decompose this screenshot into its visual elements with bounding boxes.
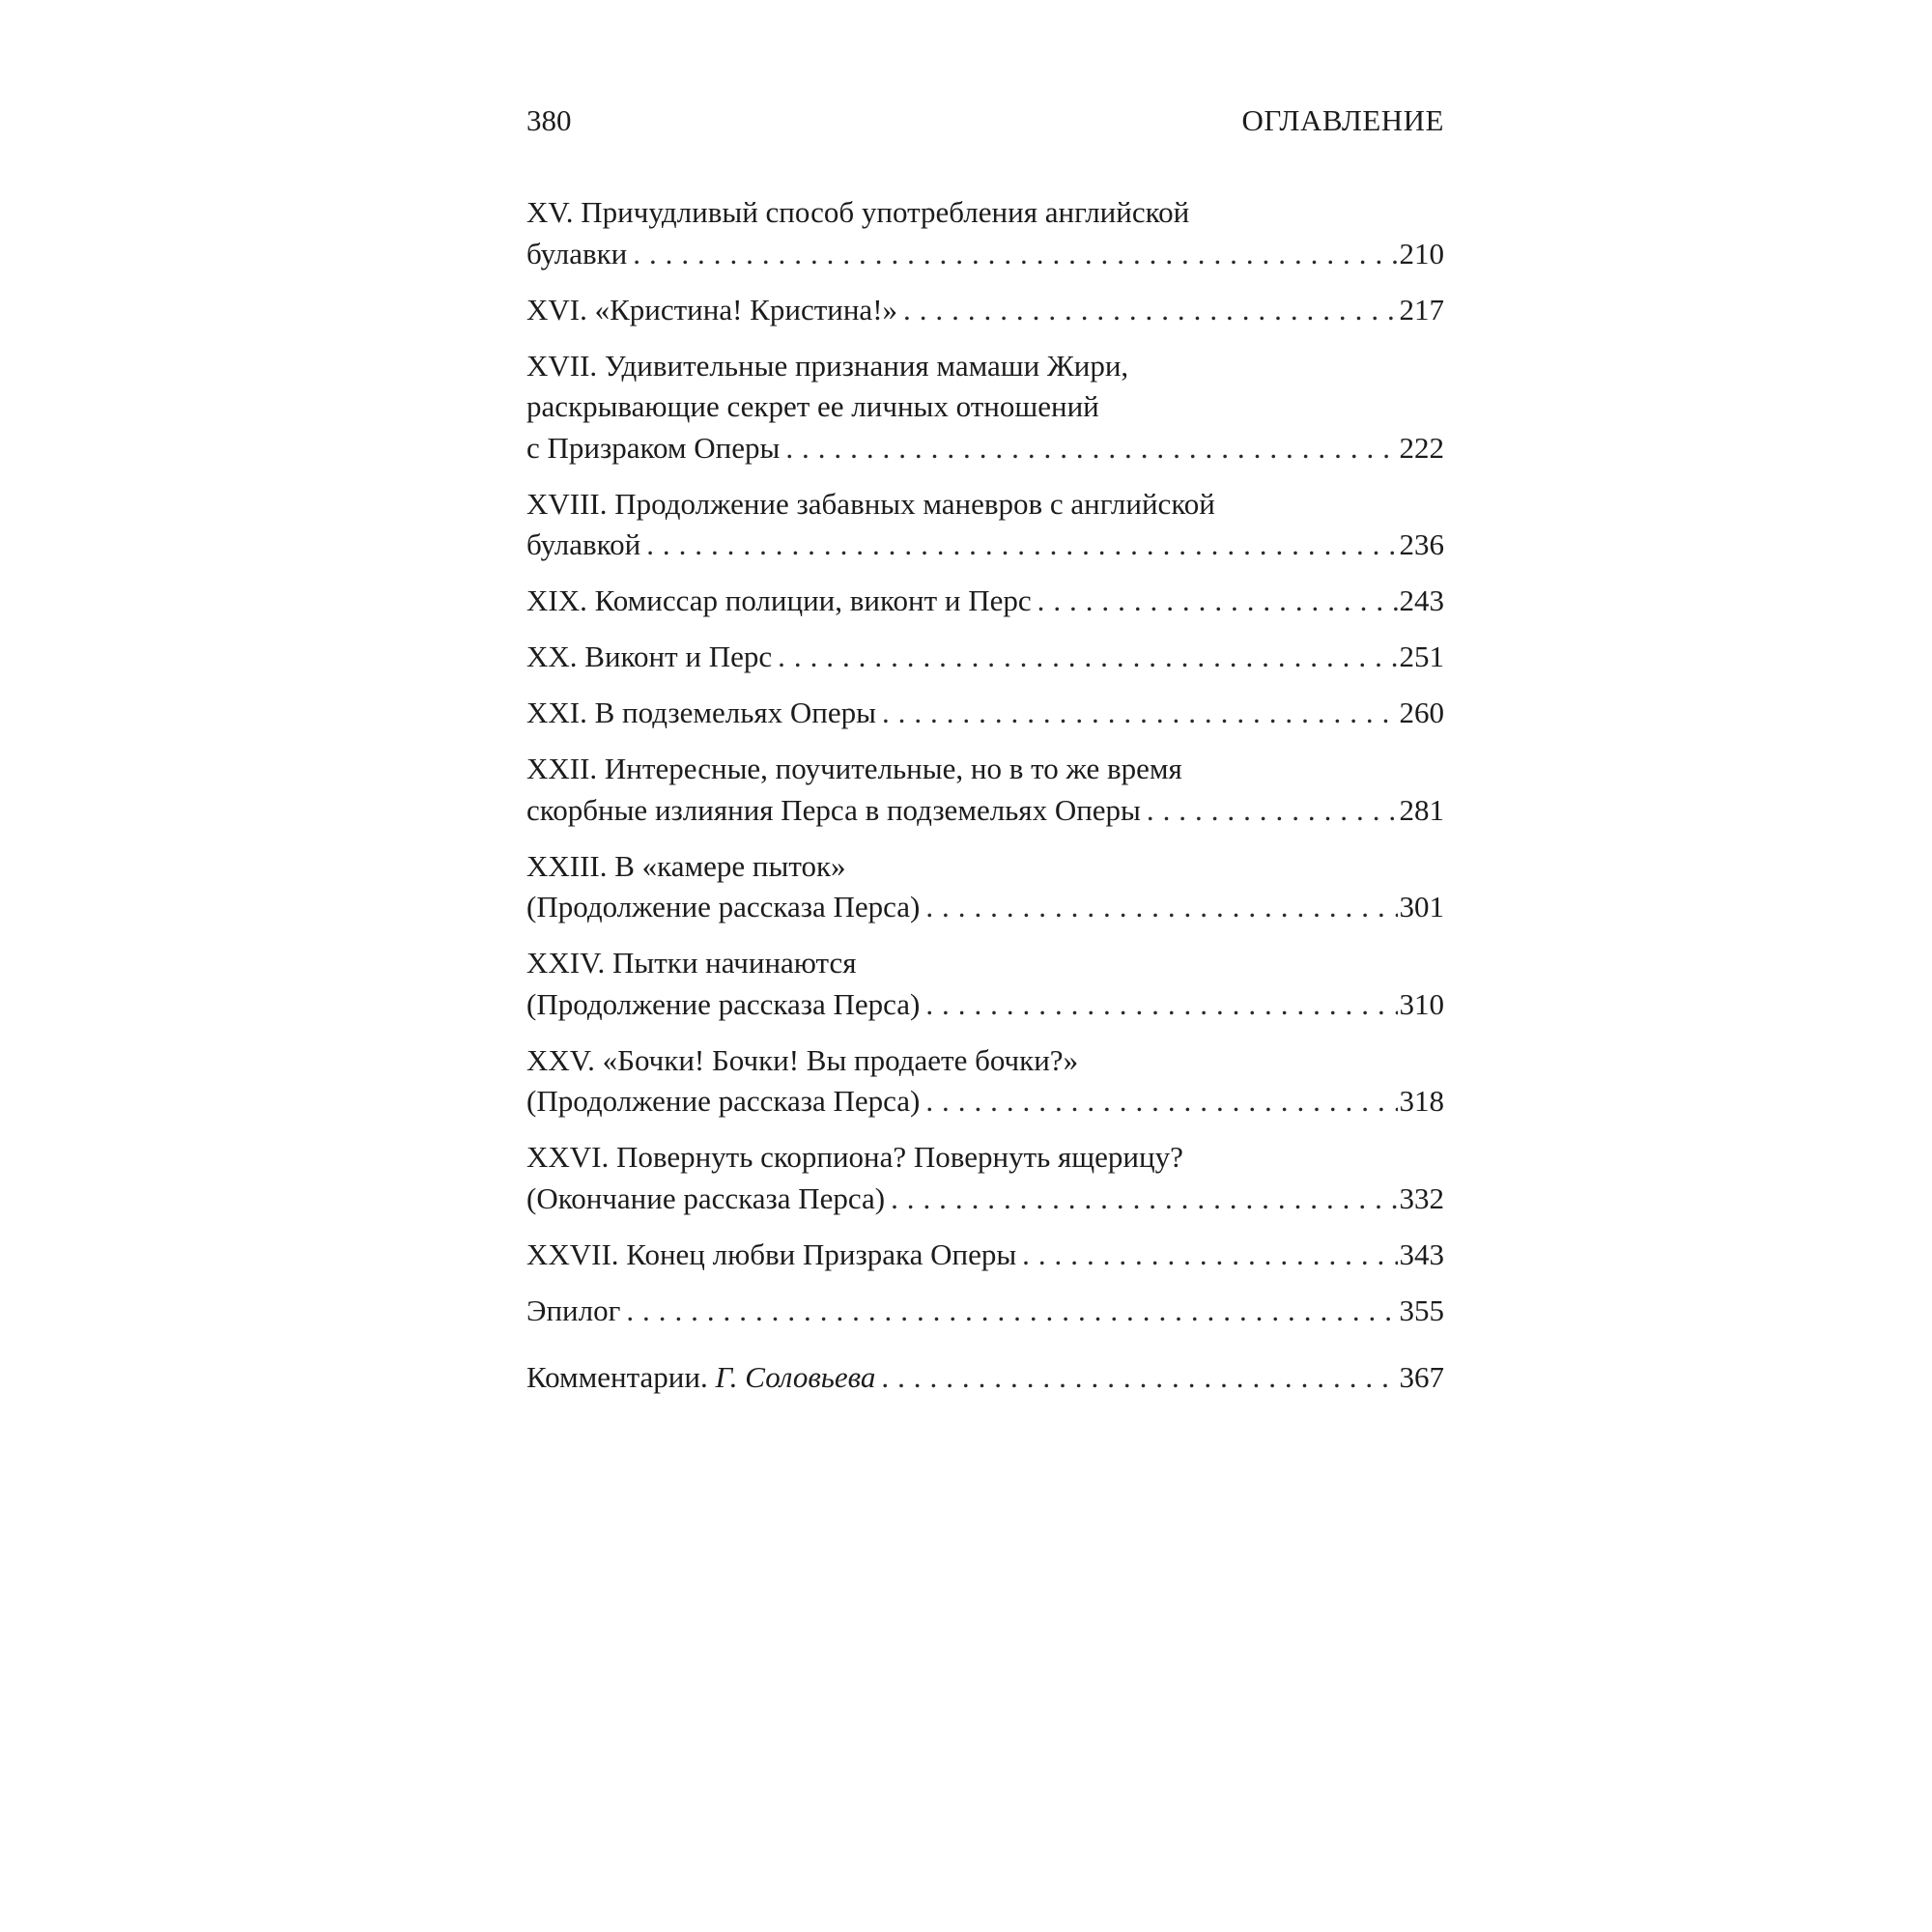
toc-entry (526, 192, 1444, 274)
commentary-label: Комментарии. (526, 1360, 708, 1394)
toc-entry (526, 637, 1444, 678)
toc-entry-line: XV. Причудливый способ употребления английской (526, 195, 1190, 229)
toc-page-number: 367 (1399, 1360, 1444, 1394)
toc-entry-text: скорбные излияния Перса в подземельях Оперы (526, 792, 1141, 827)
toc-entry-text: булавки (526, 236, 628, 270)
toc-line (526, 428, 1444, 469)
toc-entry-line: XXIII. В «камере пыток» (526, 848, 846, 883)
toc-entry (526, 1137, 1444, 1219)
dot-leader (882, 693, 1398, 734)
toc-line (526, 525, 1444, 566)
dot-leader (925, 887, 1397, 928)
toc-entry-text: булавкой (526, 527, 641, 561)
dot-leader (1037, 581, 1398, 622)
toc-line (526, 1357, 1444, 1399)
table-of-contents (526, 192, 1444, 1399)
toc-entry-line: XXIV. Пытки начинаются (526, 946, 857, 980)
toc-entry-commentary (526, 1357, 1444, 1399)
dot-leader (903, 290, 1397, 331)
toc-entry-line: XXII. Интересные, поучительные, но в то же время (526, 752, 1182, 785)
toc-entry-line: XVII. Удивительные признания мамаши Жири, (526, 348, 1129, 383)
dot-leader (633, 234, 1397, 275)
dot-leader (646, 525, 1397, 566)
toc-entry-line: XXV. «Бочки! Бочки! Вы продаете бочки?» (526, 1042, 1079, 1077)
toc-entry (526, 749, 1444, 831)
toc-page-number: 301 (1399, 890, 1444, 923)
toc-entry-text: (Продолжение рассказа Перса) (526, 1084, 921, 1118)
toc-entry-line: XVIII. Продолжение забавных маневров с английской (526, 486, 1215, 521)
toc-page-number: 243 (1399, 583, 1444, 617)
toc-entry-text: с Призраком Оперы (526, 430, 781, 465)
toc-entry (526, 846, 1444, 928)
dot-leader (1022, 1235, 1397, 1276)
toc-page-number: 217 (1399, 292, 1444, 327)
toc-page-number: 310 (1399, 986, 1444, 1021)
toc-line (526, 1235, 1444, 1276)
toc-line (526, 1291, 1444, 1332)
toc-line (526, 1179, 1444, 1220)
toc-entry (526, 1235, 1444, 1276)
dot-leader (925, 984, 1397, 1026)
toc-entry (526, 290, 1444, 331)
toc-line (526, 1081, 1444, 1122)
toc-page-number: 281 (1399, 792, 1444, 827)
page-number: 380 (526, 103, 572, 137)
toc-entry-text: XVI. «Кристина! Кристина!» (526, 292, 898, 327)
toc-entry-text: (Продолжение рассказа Перса) (526, 986, 921, 1021)
toc-entry-line: XXVI. Повернуть скорпиона? Повернуть ящерицу? (526, 1140, 1183, 1174)
toc-entry (526, 1040, 1444, 1122)
toc-page-number: 343 (1399, 1236, 1444, 1271)
dot-leader (626, 1291, 1397, 1332)
toc-page-number: 222 (1399, 430, 1444, 465)
toc-page-number: 251 (1399, 639, 1444, 673)
toc-entry (526, 943, 1444, 1025)
dot-leader (881, 1357, 1397, 1399)
toc-entry (526, 484, 1444, 566)
toc-line (526, 637, 1444, 678)
toc-line (526, 290, 1444, 331)
toc-page-number: 210 (1399, 236, 1444, 270)
toc-entry-line: раскрывающие секрет ее личных отношений (526, 389, 1099, 423)
toc-entry (526, 1291, 1444, 1332)
book-page (526, 101, 1444, 1413)
toc-entry-text: XIX. Комиссар полиции, виконт и Перс (526, 583, 1032, 617)
dot-leader (778, 637, 1397, 678)
toc-entry (526, 693, 1444, 734)
toc-page-number: 332 (1399, 1180, 1444, 1215)
running-title: ОГЛАВЛЕНИЕ (1241, 103, 1444, 137)
dot-leader (785, 428, 1397, 469)
toc-line (526, 581, 1444, 622)
dot-leader (891, 1179, 1397, 1220)
commentary-author: Г. Соловьева (715, 1360, 876, 1394)
toc-entry-text: Эпилог (526, 1293, 621, 1327)
toc-entry-text: XX. Виконт и Перс (526, 639, 773, 673)
toc-page-number: 236 (1399, 527, 1444, 561)
running-head (526, 101, 1444, 140)
toc-page-number: 260 (1399, 696, 1444, 729)
toc-entry-text: (Окончание рассказа Перса) (526, 1180, 886, 1215)
dot-leader (925, 1081, 1397, 1122)
toc-entry-text: XXI. В подземельях Оперы (526, 696, 876, 729)
toc-entry-text: XXVII. Конец любви Призрака Оперы (526, 1236, 1017, 1271)
toc-entry-text: (Продолжение рассказа Перса) (526, 890, 921, 923)
toc-entry-text (526, 1357, 875, 1399)
toc-entry (526, 346, 1444, 469)
dot-leader (1147, 790, 1398, 832)
toc-page-number: 355 (1399, 1293, 1444, 1327)
toc-line (526, 790, 1444, 832)
toc-line (526, 887, 1444, 928)
toc-line (526, 693, 1444, 734)
toc-line (526, 234, 1444, 275)
toc-entry (526, 581, 1444, 622)
toc-line (526, 984, 1444, 1026)
toc-page-number: 318 (1399, 1084, 1444, 1118)
